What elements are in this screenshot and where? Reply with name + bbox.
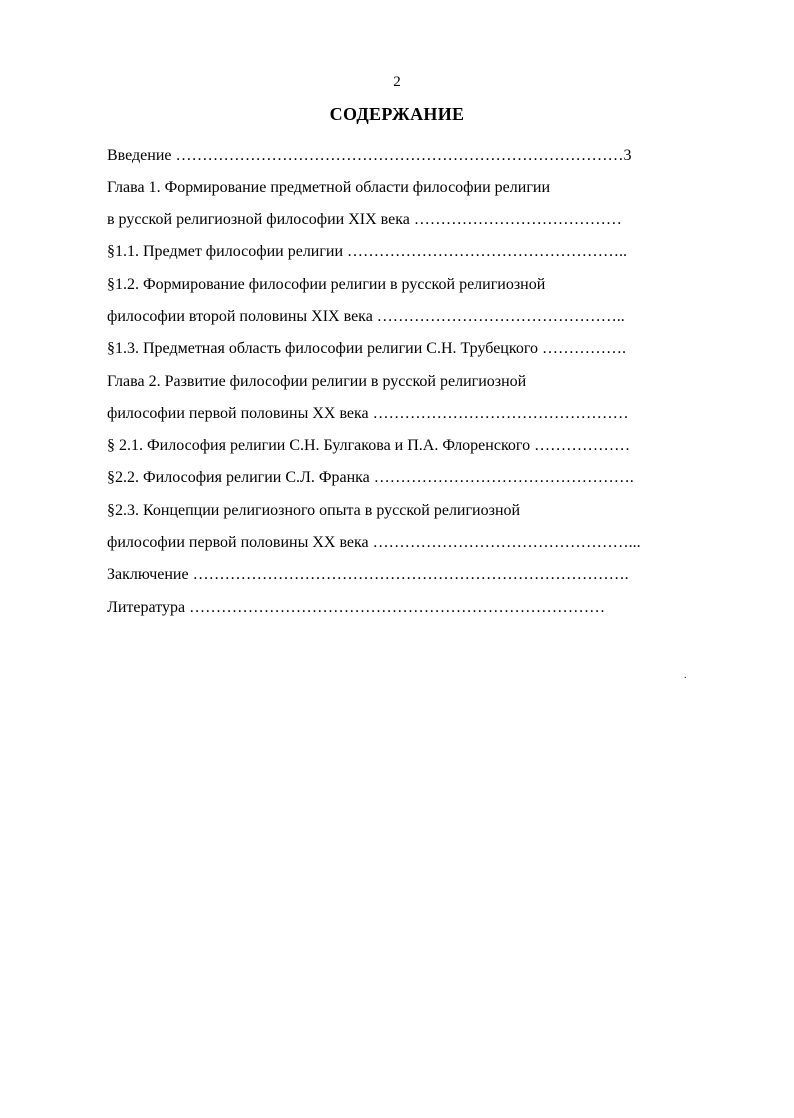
toc-entry-chapter-1-line-1: Глава 1. Формирование предметной области философии религии [107,179,550,196]
stray-mark: . [684,670,687,681]
toc-entry-section-1-2-line-1: §1.2. Формирование философии религии в русской религиозной [107,276,546,293]
toc-entry-chapter-1-line-2: в русской религиозной философии XIX века ………………………………… [107,211,622,228]
table-of-contents-title: СОДЕРЖАНИЕ [329,104,465,124]
toc-entry-section-2-3-line-1: §2.3. Концепции религиозного опыта в русской религиозной [107,502,521,519]
toc-entry-chapter-2-line-1: Глава 2. Развитие философии религии в русской религиозной [107,373,527,390]
toc-entry-conclusion: Заключение ………………………………………………………………………. [107,566,629,583]
toc-entry-chapter-2-line-2: философии первой половины XX века ………………………………………… [107,405,629,422]
toc-entry-section-2-2: §2.2. Философия религии С.Л. Франка …………………………………………. [107,469,634,486]
toc-entry-section-1-3: §1.3. Предметная область философии религии С.Н. Трубецкого ……………. [107,340,626,357]
toc-entry-section-1-1: §1.1. Предмет философии религии …………………………………………….. [107,243,628,260]
page-number: 2 [393,74,401,90]
toc-entry-section-2-1: § 2.1. Философия религии С.Н. Булгакова и П.А. Флоренского ……………… [107,437,631,454]
toc-entry-section-2-3-line-2: философии первой половины XX века …………………………………………... [107,534,641,551]
toc-entry-literature: Литература …………………………………………………………………… [107,599,606,616]
toc-entry-section-1-2-line-2: философии второй половины XIX века ……………………………………….. [107,308,625,325]
toc-entry-introduction: Введение …………………………………………………………………………3 [107,147,632,164]
